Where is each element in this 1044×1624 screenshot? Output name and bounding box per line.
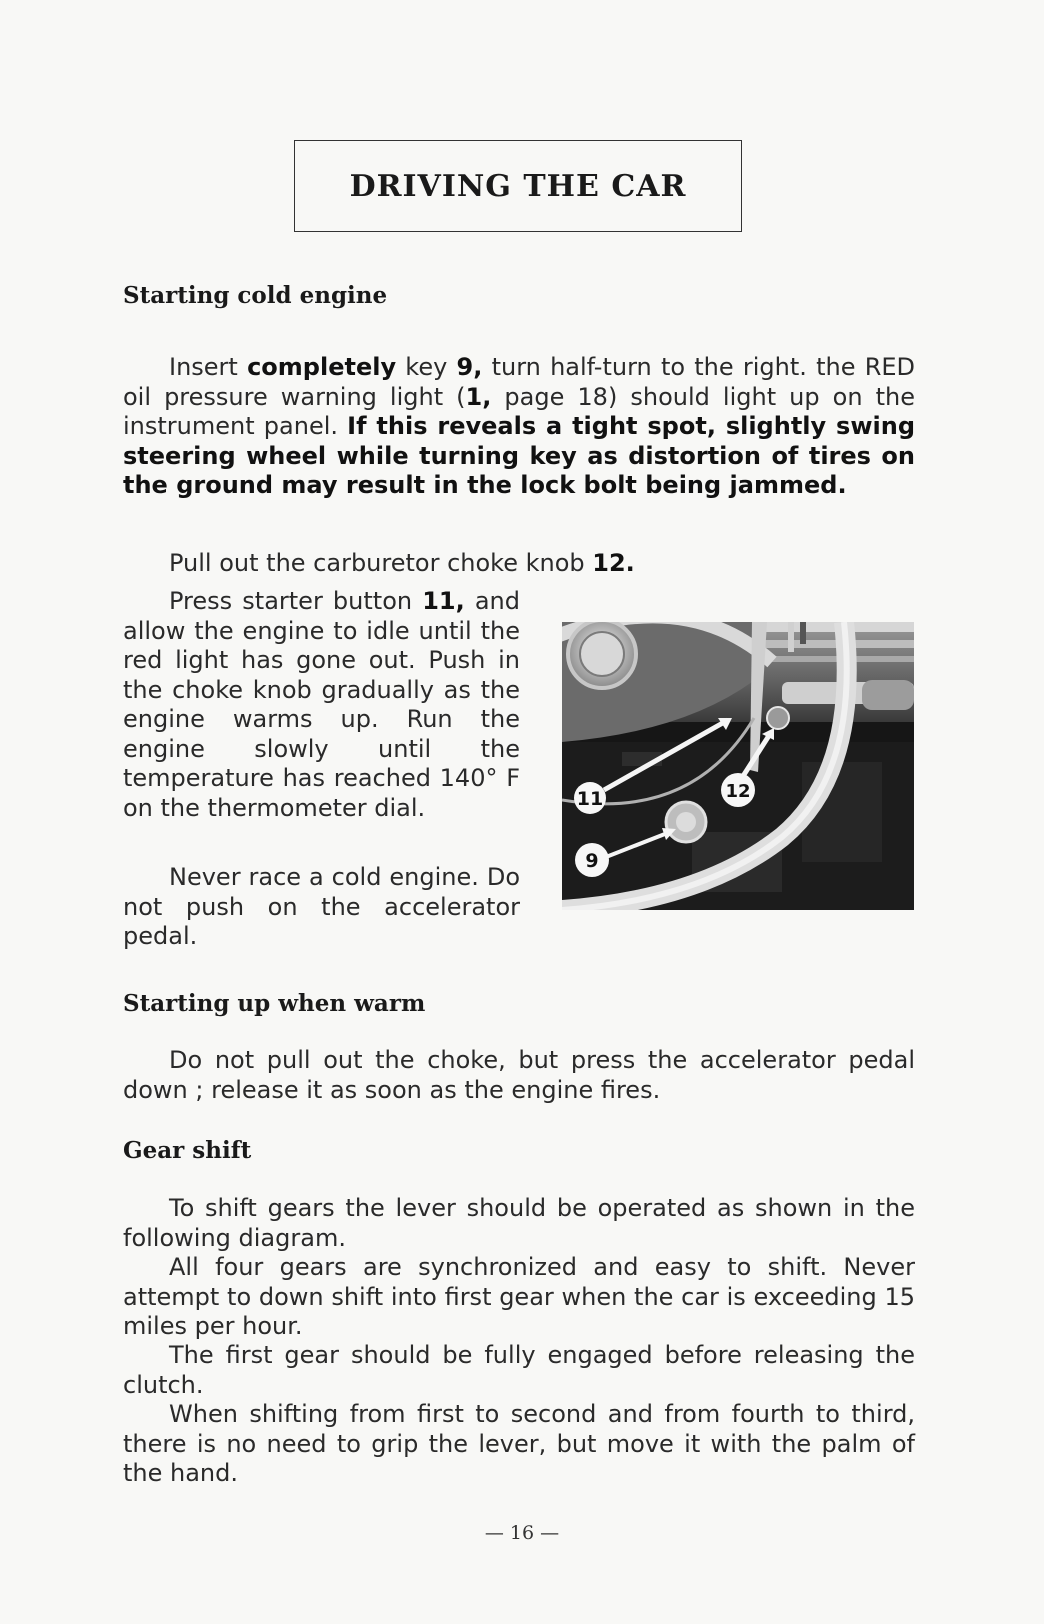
text-run: turn half-turn to the right. the RED oil pressure warning light ( <box>123 353 916 411</box>
text-run: and allow the engine to idle until the red light has gone out. Push in the choke knob gradually as the engine warms up. Run the engine slowly until the temperature has reached 140° F on the thermometer dial. <box>123 587 521 822</box>
paragraph-palm-of-hand: When shifting from first to second and from fourth to third, there is no need to grip the lever, but move it with the palm of the hand. <box>123 1400 915 1487</box>
text-run-bold: 11, <box>422 587 465 615</box>
paragraph-press-starter <box>123 587 520 823</box>
text-run: Pull out the carburetor choke knob <box>169 549 593 577</box>
heading-gear-shift: Gear shift <box>123 1137 252 1164</box>
callout-12: 12 <box>725 781 751 802</box>
paragraph-synchronized: All four gears are synchronized and easy to shift. Never attempt to down shift into first gear when the car is exceeding 15 miles per hour. <box>123 1253 915 1340</box>
page-number: — 16 — <box>484 1522 560 1544</box>
paragraph-never-race: Never race a cold engine. Do not push on the accelerator pedal. <box>123 863 520 950</box>
title-box <box>294 140 742 232</box>
text-run: page 18) should light up on the instrument panel. <box>123 382 915 440</box>
text-run-bold: If this reveals a tight spot, slightly swing steering wheel while turning key as distortion of tires on the ground may result in the lock bolt being jammed. <box>123 412 915 499</box>
text-run: Insert <box>169 353 248 381</box>
paragraph-first-gear: The first gear should be fully engaged before releasing the clutch. <box>123 1341 915 1399</box>
page-title: DRIVING THE CAR <box>349 168 687 204</box>
paragraph-warm-start: Do not pull out the choke, but press the accelerator pedal down ; release it as soon as the engine fires. <box>123 1046 915 1104</box>
callout-11: 11 <box>576 788 604 810</box>
text-run-bold: 9, <box>456 353 483 381</box>
paragraph-gear-diagram: To shift gears the lever should be operated as shown in the following diagram. <box>123 1194 915 1252</box>
dashboard-photo <box>562 622 914 910</box>
text-run-bold: 12. <box>592 549 635 577</box>
heading-starting-cold-engine: Starting cold engine <box>123 282 388 309</box>
text-run-bold: completely <box>247 353 397 381</box>
paragraph-insert-key <box>123 353 915 501</box>
paragraph-choke-knob <box>123 549 915 579</box>
callout-9: 9 <box>585 850 599 872</box>
text-run: Press starter button <box>169 587 423 615</box>
text-run: key <box>396 353 457 381</box>
heading-starting-up-when-warm: Starting up when warm <box>123 990 426 1017</box>
text-run-bold: 1, <box>465 382 492 411</box>
